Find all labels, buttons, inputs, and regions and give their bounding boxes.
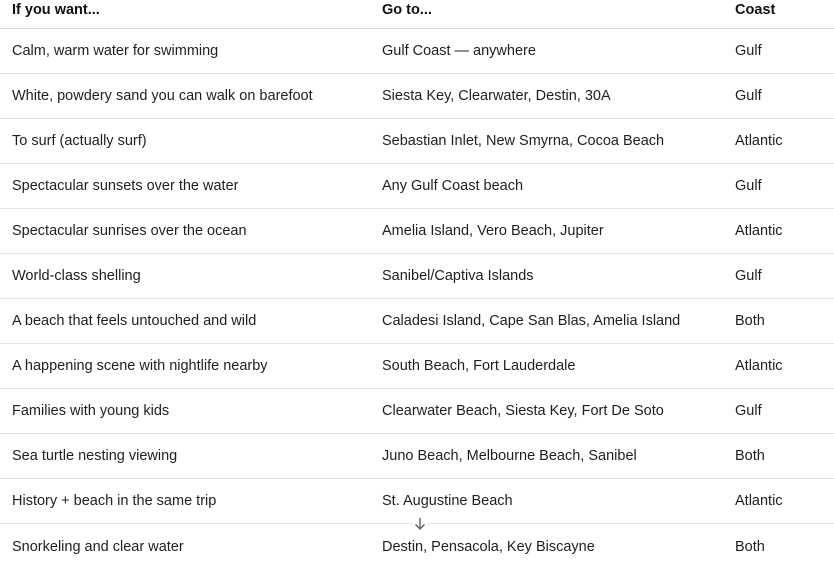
cell-want: Calm, warm water for swimming	[12, 43, 219, 59]
cell-goto: Clearwater Beach, Siesta Key, Fort De Soto	[382, 403, 664, 419]
cell-coast: Atlantic	[735, 223, 783, 239]
cell-goto: Siesta Key, Clearwater, Destin, 30A	[382, 88, 611, 104]
cell-want: Families with young kids	[12, 403, 170, 419]
cell-want: Spectacular sunrises over the ocean	[12, 223, 247, 239]
table-row	[0, 389, 834, 434]
table-row	[0, 29, 834, 74]
cell-want: To surf (actually surf)	[12, 133, 147, 149]
cell-coast: Both	[735, 448, 765, 464]
cell-want: World-class shelling	[12, 268, 141, 284]
table-row	[0, 74, 834, 119]
cell-coast: Atlantic	[735, 133, 783, 149]
cell-coast: Gulf	[735, 43, 762, 59]
cell-want: A beach that feels untouched and wild	[12, 313, 257, 329]
cell-coast: Gulf	[735, 403, 762, 419]
table-row	[0, 254, 834, 299]
cell-want: White, powdery sand you can walk on barefoot	[12, 88, 313, 104]
cell-coast: Gulf	[735, 88, 762, 104]
cell-goto: Sanibel/Captiva Islands	[382, 268, 534, 284]
cell-want: A happening scene with nightlife nearby	[12, 358, 268, 374]
table-header-row	[0, 0, 834, 29]
cell-coast: Atlantic	[735, 493, 783, 509]
cell-coast: Atlantic	[735, 358, 783, 374]
cell-goto: Caladesi Island, Cape San Blas, Amelia Island	[382, 313, 681, 329]
cell-coast: Both	[735, 313, 765, 329]
cell-goto: Juno Beach, Melbourne Beach, Sanibel	[382, 448, 637, 464]
column-header-want: If you want...	[12, 2, 100, 18]
table-row	[0, 344, 834, 389]
cell-goto: Amelia Island, Vero Beach, Jupiter	[382, 223, 604, 239]
cell-coast: Gulf	[735, 268, 762, 284]
table-row	[0, 299, 834, 344]
cell-goto: Any Gulf Coast beach	[382, 178, 524, 194]
table-row	[0, 119, 834, 164]
column-header-goto: Go to...	[382, 2, 432, 18]
cell-goto: Sebastian Inlet, New Smyrna, Cocoa Beach	[382, 133, 665, 149]
cell-want: Spectacular sunsets over the water	[12, 178, 239, 194]
table-row	[0, 434, 834, 479]
cell-goto: South Beach, Fort Lauderdale	[382, 358, 576, 374]
table-row	[0, 164, 834, 209]
cell-want: Sea turtle nesting viewing	[12, 448, 178, 464]
cell-coast: Gulf	[735, 178, 762, 194]
cell-want: History + beach in the same trip	[12, 493, 217, 509]
cell-goto: Gulf Coast — anywhere	[382, 43, 536, 59]
arrow-down-icon[interactable]	[413, 516, 427, 532]
cell-goto: St. Augustine Beach	[382, 493, 513, 509]
table-row	[0, 209, 834, 254]
cell-goto: Destin, Pensacola, Key Biscayne	[382, 538, 595, 555]
cell-want: Snorkeling and clear water	[12, 538, 184, 555]
cell-coast: Both	[735, 538, 765, 555]
column-header-coast: Coast	[735, 2, 776, 18]
